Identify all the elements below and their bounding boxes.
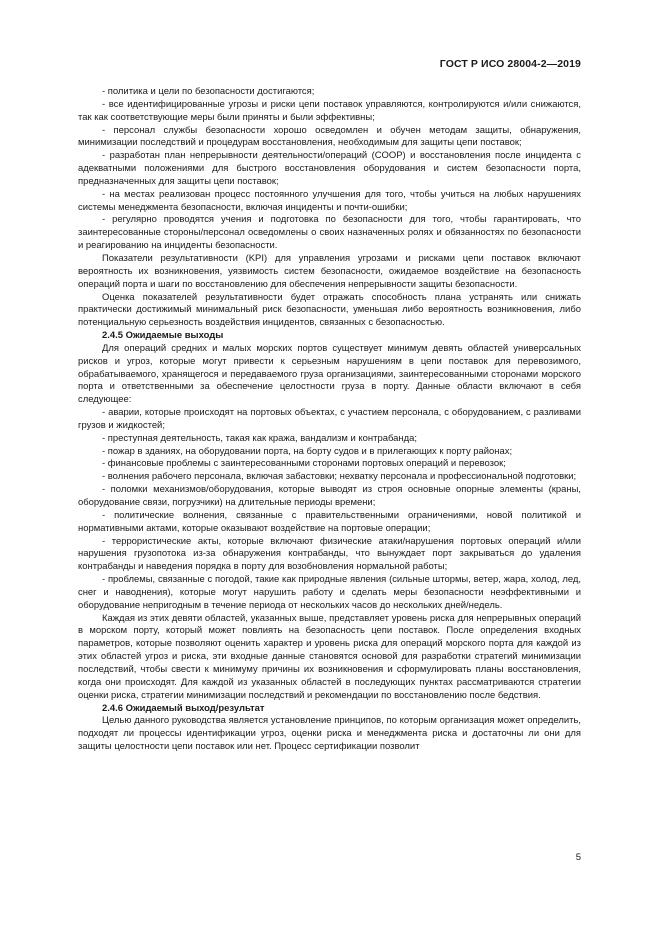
paragraph: - разработан план непрерывности деятельности/операций (COOP) и восстановления после инцидента с адекватными положениями для быстрого восстановления оборудования и систем безопасности порта, предназначенных для защиты цепи поставок; [78, 150, 581, 187]
section-heading-2-4-5: 2.4.5 Ожидаемые выходы [102, 330, 224, 342]
paragraph: Каждая из этих девяти областей, указанных выше, представляет уровень риска для непрерывных операций в морском порту, который может повлиять на безопасность цепи поставок. После определения входных параметров, которые позволяют оценить характер и уровень риска для операций морского порта для каждой из этих областей угроз и риска, эти входные данные становятся основой для разработки стратегий минимизации последствий, чтобы свести к минимуму причины их возникновения и сформулировать планы восстановления, когда они происходят. Для каждой из указанных областей в последующих пунктах рассматриваются стратегии оценки риска, стратегии минимизации последствий и рекомендации по восстановлению после бедствия. [78, 612, 581, 701]
paragraph: - финансовые проблемы с заинтересованными сторонами портовых операций и перевозок; [102, 458, 506, 470]
paragraph: - политические волнения, связанные с правительственными ограничениями, новой политикой и нормативными актами, которые оказывают воздействие на портовые операции; [78, 509, 581, 534]
paragraph: - поломки механизмов/оборудования, которые выводят из строя основные опорные элементы (краны, оборудование связи, погрузчики) на длительные периоды времени; [78, 484, 581, 508]
paragraph: - персонал службы безопасности хорошо осведомлен и обучен методам защиты, обнаружения, минимизации последствий и процедурам восстановления, необходимым для защиты цепи поставок; [78, 124, 581, 149]
paragraph: Показатели результативности (KPI) для управления угрозами и рисками цепи поставок включают вероятность их возникновения, уязвимость систем безопасности, ожидаемое воздействие на безопасность операций порта и шаги по восстановлению для обеспечения непрерывности защиты безопасности. [78, 252, 581, 290]
page-number: 5 [575, 852, 581, 863]
paragraph: - регулярно проводятся учения и подготовка по безопасности для того, чтобы гарантировать, что заинтересованные стороны/персонал осведомлены о своих назначенных ролях и обязанностях по безопасности и реагированию на инциденты безопасности. [78, 214, 581, 252]
standard-header: ГОСТ Р ИСО 28004-2—2019 [439, 58, 581, 70]
paragraph: - пожар в зданиях, на оборудовании порта, на борту судов и в прилегающих к порту районах; [102, 445, 513, 457]
paragraph: - волнения рабочего персонала, включая забастовки; нехватку персонала и профессиональной подготовки; [102, 471, 577, 483]
paragraph: - политика и цели по безопасности достигаются; [102, 86, 315, 97]
paragraph: Целью данного руководства является установление принципов, по которым организация может определить, подходят ли процессы идентификации угроз, оценки риска и менеджмента риска и достаточны ли они для защиты целостности цепи поставок или нет. Процесс сертификации позволит [78, 715, 581, 753]
paragraph: - все идентифицированные угрозы и риски цепи поставок управляются, контролируются и/или снижаются, так как соответствующие меры были приняты и были эффективны; [78, 98, 581, 123]
section-heading-2-4-6: 2.4.6 Ожидаемый выход/результат [102, 702, 265, 714]
paragraph: - проблемы, связанные с погодой, такие как природные явления (сильные штормы, ветер, жара, холод, лед, снег и наводнения), которые могут нарушить работу и сделать меры безопасности неэффективными и оборудование непригодным в течение периода от нескольких часов до нескольких дней/недель. [78, 574, 581, 611]
paragraph: - на местах реализован процесс постоянного улучшения для того, чтобы учиться на любых нарушениях системы менеджмента безопасности, включая инциденты и почти-ошибки; [78, 188, 581, 213]
paragraph: Оценка показателей результативности будет отражать способность плана устранять или снижать практически достижимый минимальный риск безопасности, уменьшая либо вероятность возникновения, либо потенциальную серьезность воздействия инцидентов, связанных с безопасностью. [78, 291, 581, 329]
document-body [78, 86, 581, 754]
paragraph: - преступная деятельность, такая как кража, вандализм и контрабанда; [102, 432, 417, 444]
paragraph: - аварии, которые происходят на портовых объектах, с участием персонала, с оборудованием, с разливами грузов и жидкостей; [78, 407, 581, 431]
paragraph: - террористические акты, которые включают физические атаки/нарушения портовых операций и/или нарушения грузопотока из-за обнаружения контрабанды, что вынуждает порт закрываться до удаления контрабанды и наведения порядка в порту для возобновления нормальной работы; [78, 535, 581, 573]
paragraph: Для операций средних и малых морских портов существует минимум девять областей универсальных рисков и угроз, которые могут привести к серьезным нарушениям в цепи поставок для перевозимого, обрабатываемого, хранящегося и передаваемого груза организациями, заинтересованными сторонами морского порта и ответственными за обеспечение целостности груза в порту. Данные области включают в себя следующее: [78, 342, 581, 406]
